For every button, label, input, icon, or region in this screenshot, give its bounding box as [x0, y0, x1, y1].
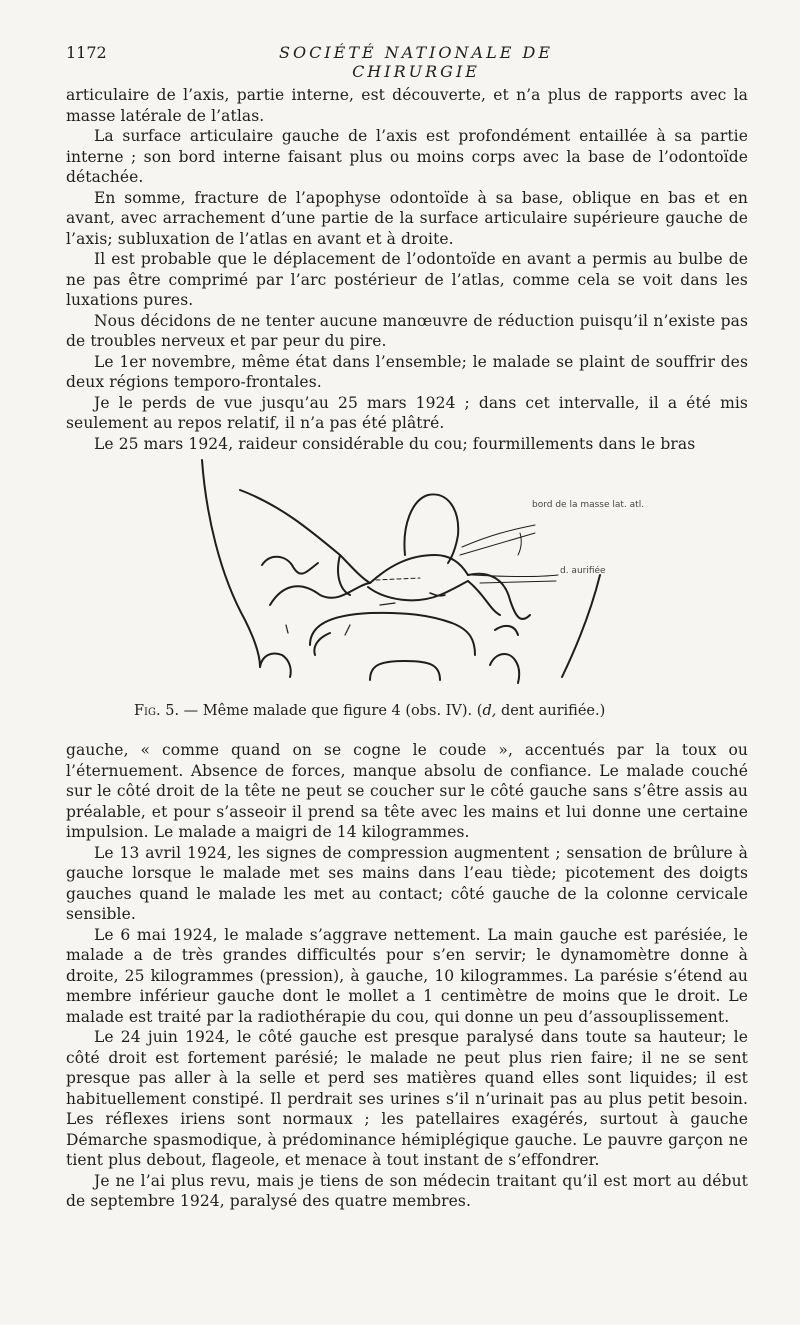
paragraph: Je le perds de vue jusqu’au 25 mars 1924 ; dans cet intervalle, il a été mis seulement au repos relatif, il n’a pas été plâtré. — [66, 393, 748, 432]
paragraph: La surface articulaire gauche de l’axis est profondément entaillée à sa partie interne ; son bord interne faisant plus ou moins corps avec la base de l’odontoïde détachée. — [66, 127, 748, 186]
right-contour — [562, 575, 600, 677]
paragraph: Le 1er novembre, même état dans l’ensemble; le malade se plaint de souffrir des deux régions temporo-frontales. — [66, 352, 748, 391]
paragraph: Le 24 juin 1924, le côté gauche est presque paralysé dans toute sa hauteur; le côté droit est fortement parésié; le malade ne peut plus rien faire; il ne se sent presque pas aller à la selle et perd ses matières quand elles sont liquides; il est habituellement constipé. Il perdrait ses urines s’il n’urinait pas au plus petit besoin. Les réflexes iriens sont normaux ; les patellaires exagérés, surtout à gauche Démarche spasmodique, à prédominance hémiplégique gauche. Le pauvre garçon ne tient plus debout, flageole, et menace à tout instant de s’effondrer. — [66, 1028, 748, 1169]
caption-d: d, — [482, 703, 497, 719]
lower-arch — [370, 661, 440, 680]
paragraph: gauche, « comme quand on se cogne le coude », accentués par la toux ou l’éternuement. Absence de forces, manque absolu de confiance. Le malade couché sur le côté droit de la tête ne peut se coucher sur le côté gauche sans s’être assis au préalable, et pour s’asseoir il prend sa tête avec les mains et lui donne une certaine impulsion. Le malade a maigri de 14 kilogrammes. — [66, 741, 748, 841]
label-masse: bord de la masse lat. atl. — [532, 500, 645, 510]
left-lateral-mass — [262, 557, 318, 574]
axis-body — [370, 555, 468, 583]
paragraph: Je ne l’ai plus revu, mais je tiens de son médecin traitant qu’il est mort au début de septembre 1924, paralysé des quatre membres. — [66, 1171, 748, 1210]
paragraph: Le 13 avril 1924, les signes de compression augmentent ; sensation de brûlure à gauche lorsque le malade met ses mains dans l’eau tiède; picotement des doigts gauches quand le malade les met au contact; côté gauche de la colonne cervicale sensible. — [66, 843, 748, 923]
paragraph: articulaire de l’axis, partie interne, est découverte, et n’a plus de rapports avec la masse latérale de l’atlas. — [66, 86, 748, 125]
left-mastoid — [240, 490, 370, 583]
body-text-top — [66, 85, 748, 454]
radiograph-tracing-figure — [190, 455, 645, 695]
right-lateral-mass — [468, 574, 530, 619]
left-contour — [202, 460, 260, 667]
running-head: SOCIÉTÉ NATIONALE DE CHIRURGIE — [279, 43, 553, 81]
caption-paren: ( — [476, 703, 483, 719]
vertebral-arch — [310, 613, 475, 655]
axis-lower — [368, 581, 468, 600]
body-text-bottom — [66, 740, 748, 1212]
page-header — [66, 43, 746, 81]
paragraph: Nous décidons de ne tenter aucune manœuvre de réduction puisqu’il n’existe pas de troubles nerveux et par peur du pire. — [66, 311, 748, 350]
caption-text: — Même malade que figure 4 (obs. IV). — [183, 703, 473, 719]
caption-fig-number: Fig. 5. — [134, 703, 180, 719]
figure-caption — [134, 703, 694, 719]
leader-line-dent — [472, 575, 558, 577]
label-dent: d. aurifiée — [560, 566, 606, 576]
odontoid-process — [404, 494, 458, 563]
paragraph: Le 6 mai 1924, le malade s’aggrave nettement. La main gauche est parésiée, le malade a de très grandes difficultés pour s’en servir; le dynamomètre donne à droite, 25 kilogrammes (pression), à gauche, 10 kilogrammes. La parésie s’étend au membre inférieur gauche dont le mollet a 1 centimètre de moins que le droit. Le malade est traité par la radiothérapie du cou, qui donne un peu d’assouplissement. — [66, 925, 748, 1026]
page-number: 1172 — [66, 43, 107, 62]
paragraph: Il est probable que le déplacement de l’odontoïde en avant a permis au bulbe de ne pas être comprimé par l’arc postérieur de l’atlas, comme cela se voit dans les luxations pures. — [66, 250, 748, 309]
caption-rest: dent aurifiée.) — [496, 703, 606, 719]
cervical-spine-diagram — [190, 455, 645, 695]
paragraph: En somme, fracture de l’apophyse odontoïde à sa base, oblique en bas et en avant, avec arrachement d’une partie de la surface articulaire supérieure gauche de l’axis; subluxation de l’atlas en avant et à droite. — [66, 188, 748, 248]
paragraph: Le 25 mars 1924, raideur considérable du cou; fourmillements dans le bras — [94, 434, 696, 453]
